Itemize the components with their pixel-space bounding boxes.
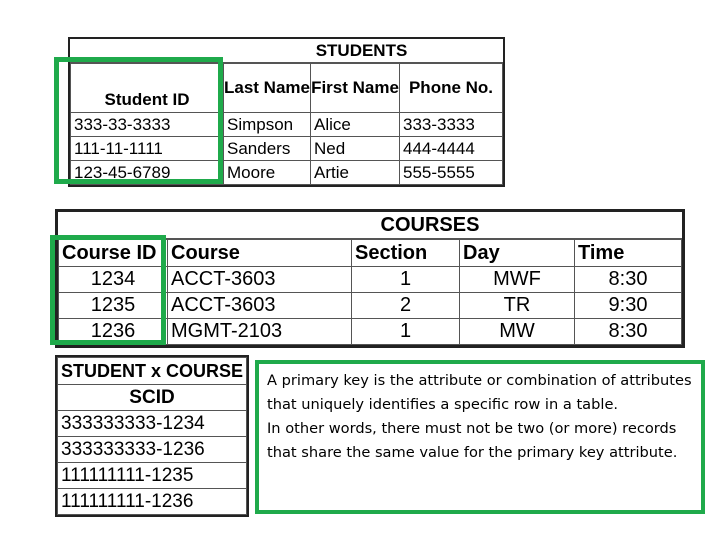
time-cell: 8:30: [575, 267, 682, 293]
course-id-cell: 1234: [59, 267, 168, 293]
table-row: [58, 437, 247, 463]
first-name-cell: Alice: [311, 113, 400, 137]
time-cell: 8:30: [575, 319, 682, 345]
course-id-cell: 1235: [59, 293, 168, 319]
course-cell: ACCT-3603: [168, 267, 352, 293]
time-cell: 9:30: [575, 293, 682, 319]
section-cell: 1: [352, 267, 460, 293]
day-header: Day: [460, 240, 575, 267]
student-course-title: STUDENT x COURSE: [58, 358, 247, 385]
day-cell: TR: [460, 293, 575, 319]
scid-cell: 111111111-1235: [58, 463, 247, 489]
section-cell: 2: [352, 293, 460, 319]
phone-header: Phone No.: [400, 64, 503, 113]
primary-key-note: [255, 360, 705, 514]
phone-cell: 444-4444: [400, 137, 503, 161]
course-cell: ACCT-3603: [168, 293, 352, 319]
course-header: Course: [168, 240, 352, 267]
day-cell: MW: [460, 319, 575, 345]
last-name-cell: Simpson: [224, 113, 311, 137]
scid-cell: 333333333-1236: [58, 437, 247, 463]
day-cell: MWF: [460, 267, 575, 293]
note-explanation: In other words, there must not be two (or more) records that share the same value for the primary key attribute.: [267, 420, 678, 461]
section-cell: 1: [352, 319, 460, 345]
student-id-header: Student ID: [71, 64, 224, 113]
first-name-cell: Artie: [311, 161, 400, 185]
students-title: STUDENTS: [70, 39, 503, 63]
time-header: Time: [575, 240, 682, 267]
phone-cell: 333-3333: [400, 113, 503, 137]
student-id-cell: 111-11-1111: [71, 137, 224, 161]
scid-cell: 111111111-1236: [58, 489, 247, 515]
phone-cell: 555-5555: [400, 161, 503, 185]
section-header: Section: [352, 240, 460, 267]
course-id-cell: 1236: [59, 319, 168, 345]
student-course-table: [55, 355, 249, 517]
student-id-cell: 123-45-6789: [71, 161, 224, 185]
first-name-cell: Ned: [311, 137, 400, 161]
course-id-header: Course ID: [59, 240, 168, 267]
course-id-highlight: [50, 235, 166, 345]
table-row: [58, 489, 247, 515]
scid-cell: 333333333-1234: [58, 411, 247, 437]
courses-title: COURSES: [58, 212, 682, 239]
course-cell: MGMT-2103: [168, 319, 352, 345]
first-name-header: First Name: [311, 64, 400, 113]
table-row: [58, 463, 247, 489]
note-definition: A primary key is the attribute or combination of attributes that uniquely identifies a specific row in a table.: [267, 372, 692, 413]
table-row: [58, 411, 247, 437]
last-name-header: Last Name: [224, 64, 311, 113]
scid-header: SCID: [58, 385, 247, 411]
last-name-cell: Moore: [224, 161, 311, 185]
last-name-cell: Sanders: [224, 137, 311, 161]
student-id-cell: 333-33-3333: [71, 113, 224, 137]
student-id-highlight: [54, 57, 223, 184]
